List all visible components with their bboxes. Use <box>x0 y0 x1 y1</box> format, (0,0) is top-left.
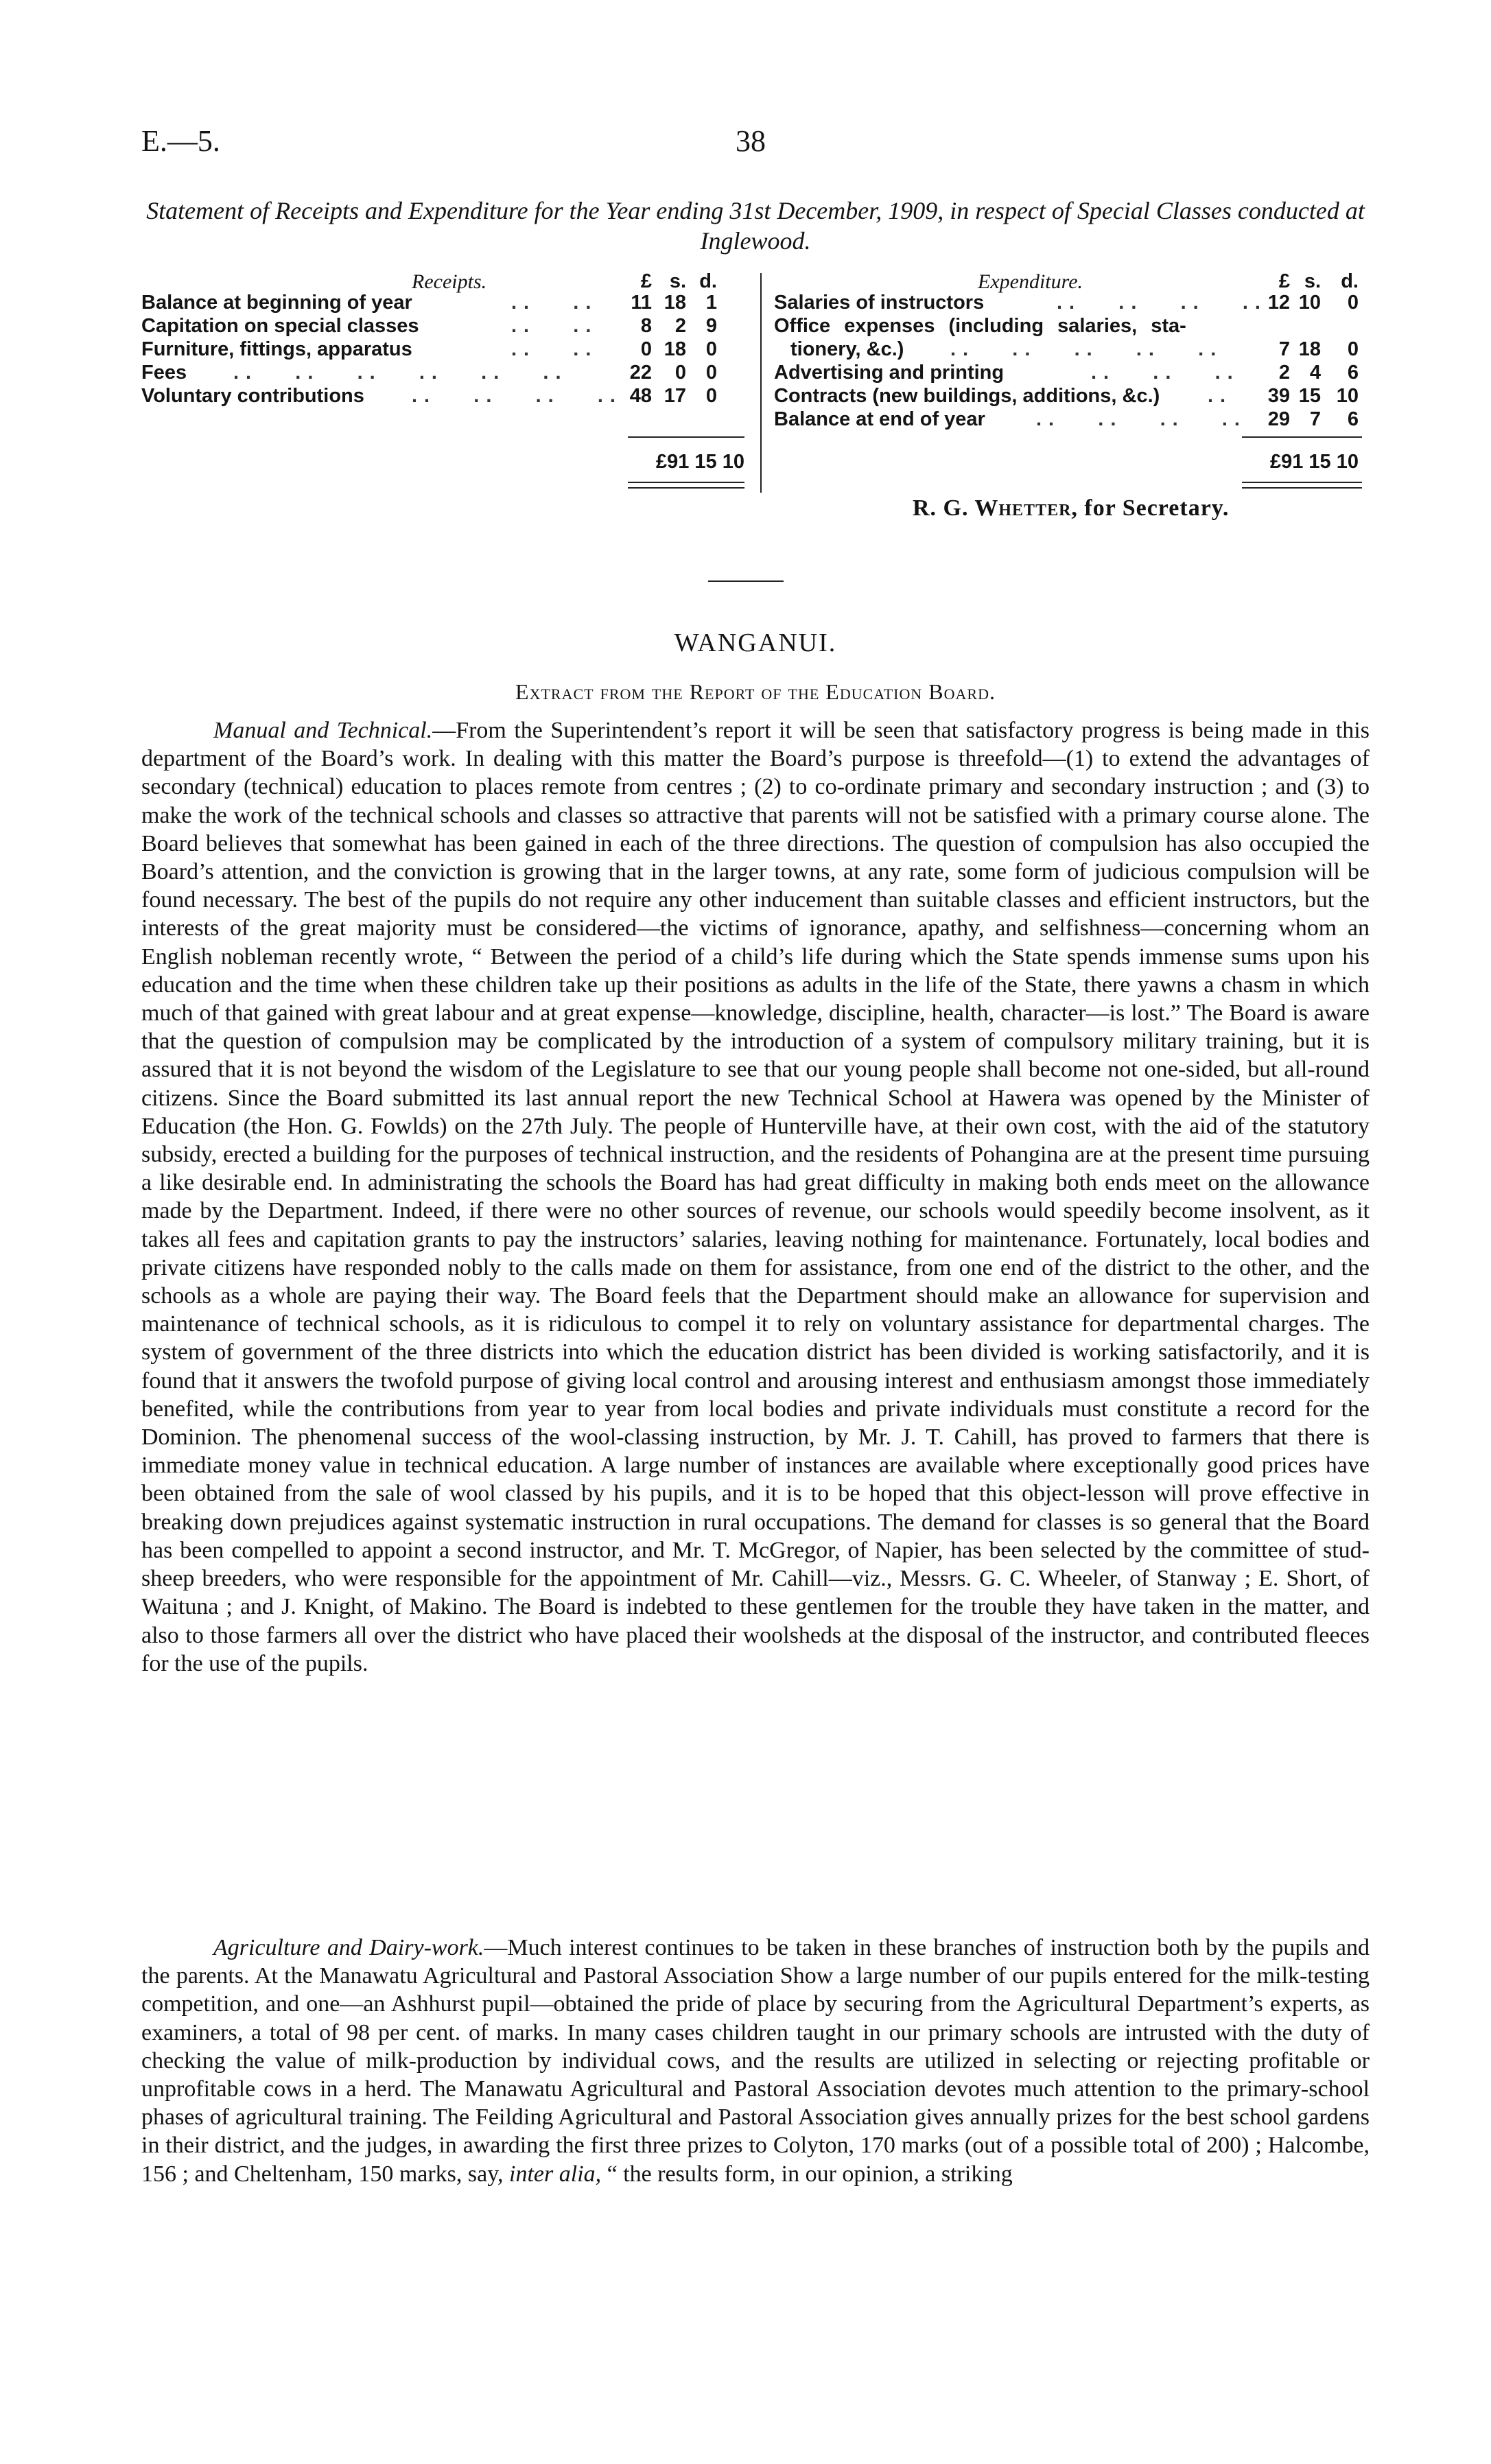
leader-dots: .. .. .. .. .. .. <box>233 362 568 384</box>
expenditure-pence: 0 <box>1347 292 1359 314</box>
section-separator <box>708 580 784 582</box>
receipt-pounds: 11 <box>631 292 652 314</box>
expenditure-pounds: 7 <box>1278 338 1290 360</box>
expenditure-label: Contracts (new buildings, additions, &c.) <box>774 385 1160 407</box>
receipt-pence: 1 <box>705 292 717 314</box>
receipts-head-pence: d. <box>699 270 717 292</box>
expenditure-shillings: 10 <box>1298 292 1321 314</box>
expenditure-label-line1: Office expenses (including salaries, sta- <box>774 315 1186 337</box>
paragraph-lead: Manual and Technical. <box>213 718 433 743</box>
receipt-label: Fees <box>141 362 187 384</box>
paragraph-text: —From the Superintendent’s report it will be seen that satisfactory progress is being made in this department of the Board’s work. In dealing with this matter the Board’s purpose is threefold—(1) to extend the advantages of secondary (technical) education to places remote from centres ; (2) to co-ordinate primary and secondary instruction ; and (3) to make the work of the technical schools and classes so attractive that parents will not be satisfied with a primary course alone. The Board believes that somewhat has been gained in each of the three directions. The question of compulsion has also occupied the Board’s attention, and the conviction is growing that in the larger towns, at any rate, some form of judicious compulsion will be found necessary. The best of the pupils do not require any other inducement than suitable classes and efficient instructors, but the interests of the great majority must be considered—the victims of ignorance, apathy, and selfishness—concerning whom an English nobleman recently wrote, “ Between the period of a child’s life during which the State spends immense sums upon his education and the time when these children take up their positions as adults in the life of the State, there yawns a chasm in which much of that gained with great labour and at great expense—knowledge, discipline, health, character—is lost.” The Board is aware that the question of compulsion may be complicated by the introduction of a system of compulsory military training, but it is assured that it is not beyond the wisdom of the Legislature to see that our young people shall become not one-sided, but all-round citizens. Since the Board submitted its last annual report the new Technical School at Hawera was opened by the Minister of Education (the Hon. G. Fowlds) on the 27th July. The people of Hunterville have, at their own cost, with the aid of the statutory subsidy, erected a building for the purposes of technical instruction, and the residents of Pohangina are at the present time pursuing a like desirable end. In administrating the schools the Board has had great difficulty in making both ends meet on the allowance made by the Department. Indeed, if there were no other sources of revenue, our schools would speedily become insolvent, as it takes all fees and capitation grants to pay the instructors’ salaries, leaving nothing for maintenance. Fortunately, local bodies and private citizens have responded nobly to the calls made on them for assistance, from one end of the district to the other, and the schools as a whole are paying their way. The Board feels that the Department should make an allowance for supervision and maintenance of technical schools, as it is ridiculous to compel it to rely on voluntary assistance for departmental charges. The system of government of the three districts into which the education district has been divided is working satisfactorily, and it is found that it answers the twofold purpose of giving local control and arousing interest and enthusiasm amongst those immediately benefited, while the contributions from year to year from local bodies and private individuals must constitute a record for the Dominion. The phenomenal success of the wool-classing instruction, by Mr. J. T. Cahill, has proved to farmers that there is immediate money value in technical education. A large number of instances are available where exceptionally good prices have been obtained from the sale of wool classed by his pupils, and it is to be hoped that this object-lesson will prove effective in breaking down prejudices against systematic instruction in rural occupations. The demand for classes is so general that the Board has been compelled to appoint a second instructor, and Mr. T. McGregor, of Napier, has been selected by the committee of stud-sheep breeders, who were responsible for the appointment of Mr. Cahill—viz., Messrs. G. C. Wheeler, of Stanway ; E. Short, of Waituna ; and J. Knight, of Makino. The Board is indebted to these gentlemen for the trouble they have taken in the matter, and also to those farmers all over the district who have placed their woolsheds at the disposal of the instructor, and contributed fleeces for the use of the pupils. <box>141 718 1370 1676</box>
latin-phrase: inter alia, <box>509 2161 602 2187</box>
expenditure-head-pounds: £ <box>1278 270 1290 292</box>
signature <box>913 495 1229 521</box>
expenditure-pounds: 29 <box>1267 408 1290 430</box>
expenditure-double-rule-bottom <box>1242 487 1362 489</box>
receipt-label: Furniture, fittings, apparatus <box>141 338 412 360</box>
leader-dots: .. .. .. .. <box>1036 408 1247 430</box>
expenditure-total: £91 15 10 <box>1269 451 1359 473</box>
paragraph-lead: Agriculture and Dairy-work. <box>213 1935 484 1960</box>
leader-dots: .. <box>1208 385 1233 407</box>
receipt-pounds: 8 <box>640 315 652 337</box>
expenditure-total-rule <box>1242 436 1362 438</box>
leader-dots: .. .. <box>511 315 598 337</box>
leader-dots: .. .. .. .. <box>412 385 622 407</box>
accounts-table <box>0 0 1491 521</box>
expenditure-label: Balance at end of year <box>774 408 985 430</box>
expenditure-label-line2: tionery, &c.) <box>790 338 904 360</box>
report-paragraph-agriculture <box>141 1934 1370 2188</box>
receipt-pounds: 48 <box>629 385 652 407</box>
receipts-head-shillings: s. <box>669 270 686 292</box>
section-subtitle: Extract from the Report of the Education Board. <box>515 679 996 704</box>
receipts-double-rule-top <box>628 482 744 483</box>
receipt-pounds: 0 <box>640 338 652 360</box>
expenditure-pence: 10 <box>1336 385 1359 407</box>
expenditure-pence: 6 <box>1347 362 1359 384</box>
receipt-pence: 9 <box>705 315 717 337</box>
leader-dots: .. .. .. .. <box>1057 292 1267 314</box>
receipt-pence: 0 <box>705 385 717 407</box>
paragraph-text: —Much interest continues to be taken in these branches of instruction both by the pupils and the parents. At the Manawatu Agricultural and Pastoral Association Show a large number of our pupils entered for the milk-testing competition, and one—an Ashhurst pupil—obtained the pride of place by securing from the Agricultural Department’s experts, as examiners, a total of 98 per cent. of marks. In many cases children taught in our primary schools are intrusted with the duty of checking the value of milk-production by individual cows, and the results are utilized in selecting or rejecting profitable or unprofitable cows in a herd. The Manawatu Agricultural and Pastoral Association devotes much attention to the primary-school phases of agricultural training. The Feilding Agricultural and Pastoral Association gives annually prizes for the best school gardens in their district, and the judges, in awarding the first three prizes to Colyton, 170 marks (out of a possible total of 200) ; Halcombe, 156 ; and Cheltenham, 150 marks, say, <box>141 1935 1370 2187</box>
receipt-label: Balance at beginning of year <box>141 292 412 314</box>
document-reference: E.—5. <box>141 124 220 158</box>
expenditure-pounds: 39 <box>1267 385 1290 407</box>
signatory-name: R. G. Whetter <box>913 495 1072 521</box>
leader-dots: .. .. <box>511 338 598 360</box>
table-divider <box>760 273 762 493</box>
statement-title: Statement of Receipts and Expenditure for the Year ending 31st December, 1909, in respect of Special Classes conducted at Inglewood. <box>146 197 1365 255</box>
receipts-head-pounds: £ <box>640 270 652 292</box>
leader-dots: .. .. .. <box>1091 362 1240 384</box>
receipt-shillings: 2 <box>674 315 686 337</box>
receipts-total-rule <box>628 436 744 438</box>
receipts-double-rule-bottom <box>628 487 744 489</box>
expenditure-caption: Expenditure. <box>978 270 1083 293</box>
page-number: 38 <box>736 124 766 158</box>
expenditure-shillings: 7 <box>1309 408 1321 430</box>
receipt-pence: 0 <box>705 338 717 360</box>
expenditure-pence: 0 <box>1347 338 1359 360</box>
receipt-pounds: 22 <box>629 362 652 384</box>
expenditure-pounds: 2 <box>1278 362 1290 384</box>
expenditure-double-rule-top <box>1242 482 1362 483</box>
receipts-total: £91 15 10 <box>655 451 744 473</box>
receipt-label: Voluntary contributions <box>141 385 364 407</box>
expenditure-pounds: 12 <box>1267 292 1290 314</box>
receipt-shillings: 0 <box>674 362 686 384</box>
report-paragraph-manual-technical <box>141 716 1370 1678</box>
receipt-label: Capitation on special classes <box>141 315 419 337</box>
expenditure-shillings: 15 <box>1298 385 1321 407</box>
expenditure-shillings: 4 <box>1309 362 1321 384</box>
expenditure-head-pence: d. <box>1341 270 1359 292</box>
expenditure-pence: 6 <box>1347 408 1359 430</box>
expenditure-label: Salaries of instructors <box>774 292 985 314</box>
leader-dots: .. .. .. .. .. <box>950 338 1223 360</box>
receipt-shillings: 17 <box>664 385 686 407</box>
receipts-caption: Receipts. <box>412 270 487 293</box>
receipt-shillings: 18 <box>664 338 686 360</box>
expenditure-label: Advertising and printing <box>774 362 1005 384</box>
section-title: WANGANUI. <box>674 629 837 657</box>
expenditure-shillings: 18 <box>1298 338 1321 360</box>
receipt-shillings: 18 <box>664 292 686 314</box>
signatory-role: , for Secretary. <box>1071 495 1230 521</box>
expenditure-head-shillings: s. <box>1304 270 1321 292</box>
paragraph-tail: “ the results form, in our opinion, a striking <box>601 2161 1013 2187</box>
receipt-pence: 0 <box>705 362 717 384</box>
leader-dots: .. .. <box>511 292 598 314</box>
